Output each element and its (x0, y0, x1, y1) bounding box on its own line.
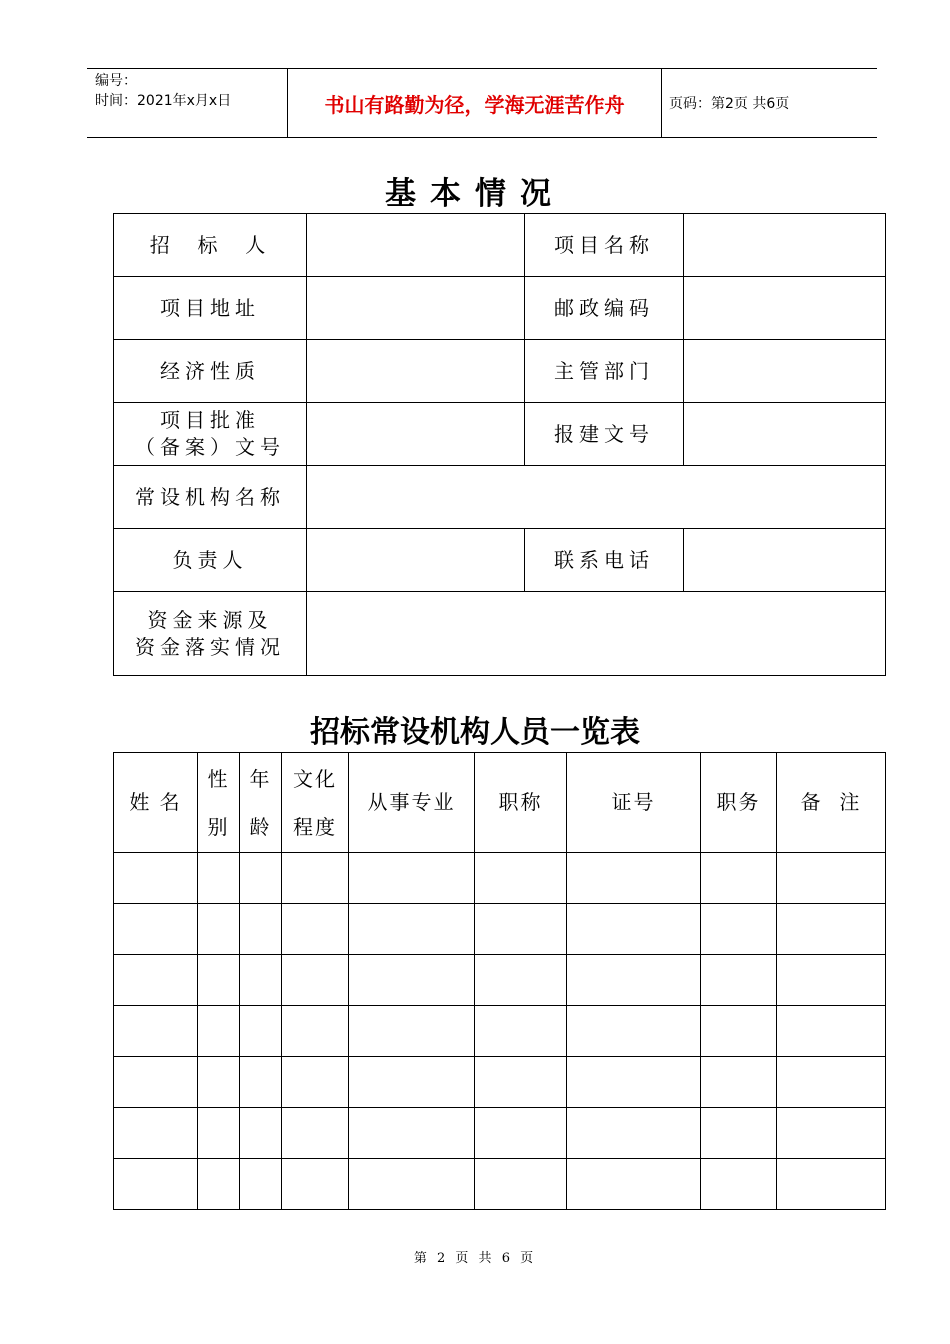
header-meta (95, 71, 285, 111)
table-cell[interactable] (114, 1159, 198, 1210)
label-contact-phone: 联系电话 (525, 529, 684, 592)
table-cell[interactable] (475, 853, 567, 904)
table-cell[interactable] (240, 853, 282, 904)
table-row (114, 955, 886, 1006)
table-cell[interactable] (240, 1006, 282, 1057)
table-cell[interactable] (282, 1159, 349, 1210)
label-approval-line2: （备案）文号 (135, 435, 285, 459)
value-supervising-dept[interactable] (684, 340, 886, 403)
table-cell[interactable] (349, 1108, 475, 1159)
page-header (87, 68, 877, 138)
header-motto: 书山有路勤为径，学海无涯苦作舟 (324, 92, 625, 117)
table-cell[interactable] (349, 955, 475, 1006)
value-tenderer[interactable] (307, 214, 525, 277)
table-cell[interactable] (282, 853, 349, 904)
table-cell[interactable] (567, 853, 701, 904)
value-responsible-person[interactable] (307, 529, 525, 592)
header-major: 从事专业 (349, 753, 475, 853)
staff-table-title: 招标常设机构人员一览表 (310, 715, 640, 750)
label-supervising-dept: 主管部门 (525, 340, 684, 403)
table-cell[interactable] (701, 1057, 777, 1108)
label-project-address: 项目地址 (114, 277, 307, 340)
value-project-name[interactable] (684, 214, 886, 277)
table-cell[interactable] (282, 955, 349, 1006)
header-divider (661, 69, 662, 137)
time-label: 时间：2021年x月x日 (95, 93, 232, 109)
table-cell[interactable] (567, 904, 701, 955)
basic-info-table (113, 213, 886, 676)
value-economic-nature[interactable] (307, 340, 525, 403)
table-cell[interactable] (475, 955, 567, 1006)
table-cell[interactable] (567, 1006, 701, 1057)
table-cell[interactable] (777, 1006, 886, 1057)
table-cell[interactable] (198, 1057, 240, 1108)
label-construction-number: 报建文号 (525, 403, 684, 466)
label-approval-line1: 项目批准 (160, 408, 260, 432)
table-cell[interactable] (475, 1006, 567, 1057)
table-cell[interactable] (777, 904, 886, 955)
table-cell[interactable] (701, 904, 777, 955)
page-footer: 第 2 页 共 6 页 (413, 1251, 537, 1266)
table-cell[interactable] (240, 1159, 282, 1210)
table-cell[interactable] (240, 1108, 282, 1159)
table-cell[interactable] (282, 1108, 349, 1159)
table-cell[interactable] (349, 1006, 475, 1057)
label-economic-nature: 经济性质 (114, 340, 307, 403)
header-age-line1: 年 (249, 766, 272, 791)
value-postal-code[interactable] (684, 277, 886, 340)
value-funding[interactable] (307, 592, 886, 676)
header-gender (198, 753, 240, 853)
table-cell[interactable] (701, 955, 777, 1006)
header-gender-line2: 别 (207, 814, 230, 839)
table-cell[interactable] (114, 1006, 198, 1057)
label-postal-code: 邮政编码 (525, 277, 684, 340)
label-standing-body: 常设机构名称 (114, 466, 307, 529)
table-cell[interactable] (240, 955, 282, 1006)
table-cell[interactable] (198, 1108, 240, 1159)
table-cell[interactable] (198, 955, 240, 1006)
header-age (240, 753, 282, 853)
table-cell[interactable] (777, 1159, 886, 1210)
table-row (114, 1057, 886, 1108)
table-cell[interactable] (349, 853, 475, 904)
label-funding-line2: 资金落实情况 (135, 634, 285, 659)
label-project-name: 项目名称 (525, 214, 684, 277)
table-cell[interactable] (475, 1108, 567, 1159)
table-cell[interactable] (701, 1159, 777, 1210)
header-cert: 证号 (567, 753, 701, 853)
label-funding-line1: 资金来源及 (147, 607, 273, 632)
table-cell[interactable] (777, 1108, 886, 1159)
table-cell[interactable] (282, 1057, 349, 1108)
table-cell[interactable] (475, 1057, 567, 1108)
table-cell[interactable] (567, 955, 701, 1006)
label-funding (114, 592, 307, 676)
number-label: 编号： (95, 73, 137, 89)
table-row (114, 1108, 886, 1159)
header-remark: 备 注 (777, 753, 886, 853)
header-education-line2: 程度 (293, 814, 337, 839)
table-cell[interactable] (114, 1108, 198, 1159)
table-cell[interactable] (475, 904, 567, 955)
table-cell[interactable] (114, 955, 198, 1006)
table-cell[interactable] (349, 904, 475, 955)
table-row (114, 1006, 886, 1057)
table-cell[interactable] (567, 1108, 701, 1159)
header-name: 姓 名 (114, 753, 198, 853)
header-position: 职务 (701, 753, 777, 853)
header-age-line2: 龄 (249, 814, 272, 839)
staff-table (113, 752, 886, 1210)
value-construction-number[interactable] (684, 403, 886, 466)
table-row (114, 904, 886, 955)
table-cell[interactable] (240, 1057, 282, 1108)
table-cell[interactable] (282, 904, 349, 955)
table-cell[interactable] (701, 1108, 777, 1159)
table-cell[interactable] (777, 1057, 886, 1108)
table-cell[interactable] (282, 1006, 349, 1057)
value-approval-number[interactable] (307, 403, 525, 466)
header-education (282, 753, 349, 853)
table-cell[interactable] (198, 1159, 240, 1210)
value-standing-body[interactable] (307, 466, 886, 529)
table-row (114, 853, 886, 904)
label-responsible-person: 负责人 (114, 529, 307, 592)
staff-rows (114, 853, 886, 1210)
table-cell[interactable] (475, 1159, 567, 1210)
value-project-address[interactable] (307, 277, 525, 340)
header-page-info: 页码：第2页 共6页 (669, 96, 790, 112)
label-approval-number (114, 403, 307, 466)
basic-info-title: 基本情况 (385, 176, 565, 212)
table-cell[interactable] (349, 1057, 475, 1108)
value-contact-phone[interactable] (684, 529, 886, 592)
table-cell[interactable] (240, 904, 282, 955)
table-cell[interactable] (567, 1159, 701, 1210)
table-row (114, 1159, 886, 1210)
label-tenderer: 招 标 人 (114, 214, 307, 277)
table-cell[interactable] (114, 1057, 198, 1108)
table-cell[interactable] (349, 1159, 475, 1210)
header-title: 职称 (475, 753, 567, 853)
table-cell[interactable] (567, 1057, 701, 1108)
table-cell[interactable] (198, 1006, 240, 1057)
table-cell[interactable] (701, 1006, 777, 1057)
table-cell[interactable] (198, 853, 240, 904)
header-gender-line1: 性 (207, 766, 230, 791)
header-education-line1: 文化 (293, 766, 337, 791)
table-cell[interactable] (114, 853, 198, 904)
table-cell[interactable] (777, 853, 886, 904)
table-cell[interactable] (198, 904, 240, 955)
table-cell[interactable] (701, 853, 777, 904)
table-cell[interactable] (777, 955, 886, 1006)
table-cell[interactable] (114, 904, 198, 955)
